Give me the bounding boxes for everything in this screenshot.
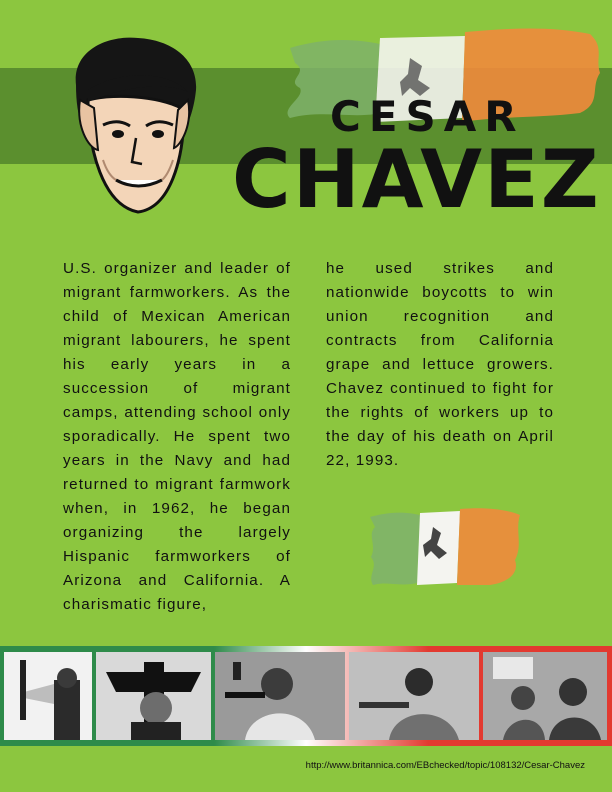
- body-text-right-column: he used strikes and nationwide boycotts to win union recognition and contracts from California grape and lettuce growers. Chavez continued to fight for the rights of workers up to the day of his death on April 22, 1993.: [326, 260, 554, 469]
- photo-megaphone: [4, 652, 92, 740]
- cesar-chavez-portrait: [58, 30, 208, 220]
- photo-eagle-banner: [96, 652, 211, 740]
- small-mexican-flag-brushstroke: [365, 505, 525, 590]
- photo-microphone-speech: [215, 652, 345, 740]
- title-first-name: CESAR: [330, 92, 525, 141]
- megaphone-speaker-photo-icon: [4, 652, 92, 740]
- body-text-left-column: U.S. organizer and leader of migrant farmworkers. As the child of Mexican American migrant labourers, he spent his early years in a succession of migrant camps, attending school only sporadically. He spent two years in the Navy and had returned to migrant farmwork when, in 1962, he began organizing the largely Hispanic farmworkers of Arizona and California. A charismatic figure,: [63, 260, 291, 613]
- field-worker-photo-icon: [349, 652, 479, 740]
- title-last-name: CHAVEZ: [232, 133, 601, 226]
- footer: [0, 746, 612, 792]
- ufw-flag-rally-photo-icon: [483, 652, 607, 740]
- union-eagle-banner-photo-icon: [96, 652, 211, 740]
- photo-strip: [0, 646, 612, 746]
- photo-field-worker: [349, 652, 479, 740]
- photo-ufw-flag-rally: [483, 652, 607, 740]
- microphone-speaker-photo-icon: [215, 652, 345, 740]
- source-url[interactable]: http://www.britannica.com/EBchecked/topic/108132/Cesar-Chavez: [305, 760, 585, 771]
